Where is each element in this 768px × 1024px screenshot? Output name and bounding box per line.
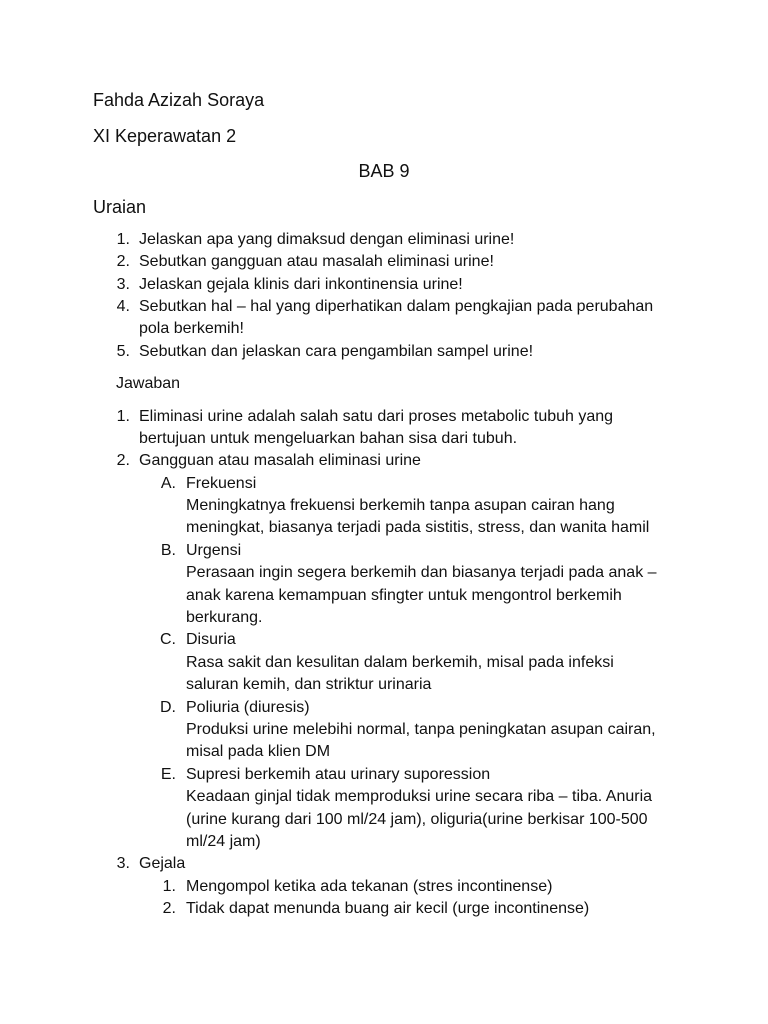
sub-item-3-1-line-1: Mengompol ketika ada tekanan (stres incontinense)	[186, 878, 553, 895]
sub-item-letter-e: E.	[160, 766, 176, 783]
answer-number-2: 2.	[116, 452, 130, 469]
question-number-5: 5.	[116, 343, 130, 360]
sub-item-letter-a: A.	[160, 475, 176, 492]
question-number-4: 4.	[116, 298, 130, 315]
sub-item-letter-b: B.	[160, 542, 176, 559]
answer-number-3: 3.	[116, 855, 130, 872]
sub-item-c-line-2: Rasa sakit dan kesulitan dalam berkemih, misal pada infeksi	[186, 654, 614, 671]
sub-item-letter-c: C.	[160, 631, 176, 648]
answer-3-line-1: Gejala	[139, 855, 186, 872]
sub-item-c-line-1: Disuria	[186, 631, 236, 648]
sub-item-e-line-1: Supresi berkemih atau urinary suporession	[186, 766, 491, 783]
sub-item-b-line-3: anak karena kemampuan sfingter untuk mengontrol berkemih	[186, 587, 622, 604]
question-1-line-1: Jelaskan apa yang dimaksud dengan eliminasi urine!	[139, 231, 515, 248]
question-5-line-1: Sebutkan dan jelaskan cara pengambilan sampel urine!	[139, 343, 534, 360]
sub-item-e-line-3: (urine kurang dari 100 ml/24 jam), oliguria(urine berkisar 100-500	[186, 811, 648, 828]
sub-item-a-line-1: Frekuensi	[186, 475, 257, 492]
sub-item-a-line-2: Meningkatnya frekuensi berkemih tanpa asupan cairan hang	[186, 497, 615, 514]
author-name: Fahda Azizah Soraya	[93, 90, 265, 110]
sub-item-number-2: 2.	[162, 900, 176, 917]
question-4-line-2: pola berkemih!	[139, 320, 244, 337]
sub-item-c-line-3: saluran kemih, dan striktur urinaria	[186, 676, 432, 693]
answer-2-line-1: Gangguan atau masalah eliminasi urine	[139, 452, 421, 469]
sub-item-d-line-3: misal pada klien DM	[186, 743, 331, 760]
sub-item-d-line-1: Poliuria (diuresis)	[186, 699, 310, 716]
class-name: XI Keperawatan 2	[93, 126, 237, 146]
sub-item-b-line-4: berkurang.	[186, 609, 263, 626]
sub-item-letter-d: D.	[160, 699, 176, 716]
section-heading: Uraian	[93, 197, 147, 217]
sub-item-3-2-line-1: Tidak dapat menunda buang air kecil (urge incontinense)	[186, 900, 590, 917]
question-number-1: 1.	[116, 231, 130, 248]
question-3-line-1: Jelaskan gejala klinis dari inkontinensia urine!	[139, 276, 463, 293]
answer-1-line-1: Eliminasi urine adalah salah satu dari proses metabolic tubuh yang	[139, 408, 614, 425]
sub-item-e-line-2: Keadaan ginjal tidak memproduksi urine secara riba – tiba. Anuria	[186, 788, 653, 805]
question-4-line-1: Sebutkan hal – hal yang diperhatikan dalam pengkajian pada perubahan	[139, 298, 654, 315]
sub-item-b-line-2: Perasaan ingin segera berkemih dan biasanya terjadi pada anak –	[186, 564, 657, 581]
answer-1-line-2: bertujuan untuk mengeluarkan bahan sisa dari tubuh.	[139, 430, 518, 447]
question-number-2: 2.	[116, 253, 130, 270]
sub-item-number-1: 1.	[162, 878, 176, 895]
sub-item-e-line-4: ml/24 jam)	[186, 833, 261, 850]
answer-number-1: 1.	[116, 408, 130, 425]
question-number-3: 3.	[116, 276, 130, 293]
answers-label: Jawaban	[116, 375, 181, 392]
sub-item-a-line-3: meningkat, biasanya terjadi pada sistitis, stress, dan wanita hamil	[186, 519, 650, 536]
question-2-line-1: Sebutkan gangguan atau masalah eliminasi urine!	[139, 253, 494, 270]
chapter-title: BAB 9	[358, 161, 410, 181]
sub-item-d-line-2: Produksi urine melebihi normal, tanpa peningkatan asupan cairan,	[186, 721, 656, 738]
sub-item-b-line-1: Urgensi	[186, 542, 242, 559]
